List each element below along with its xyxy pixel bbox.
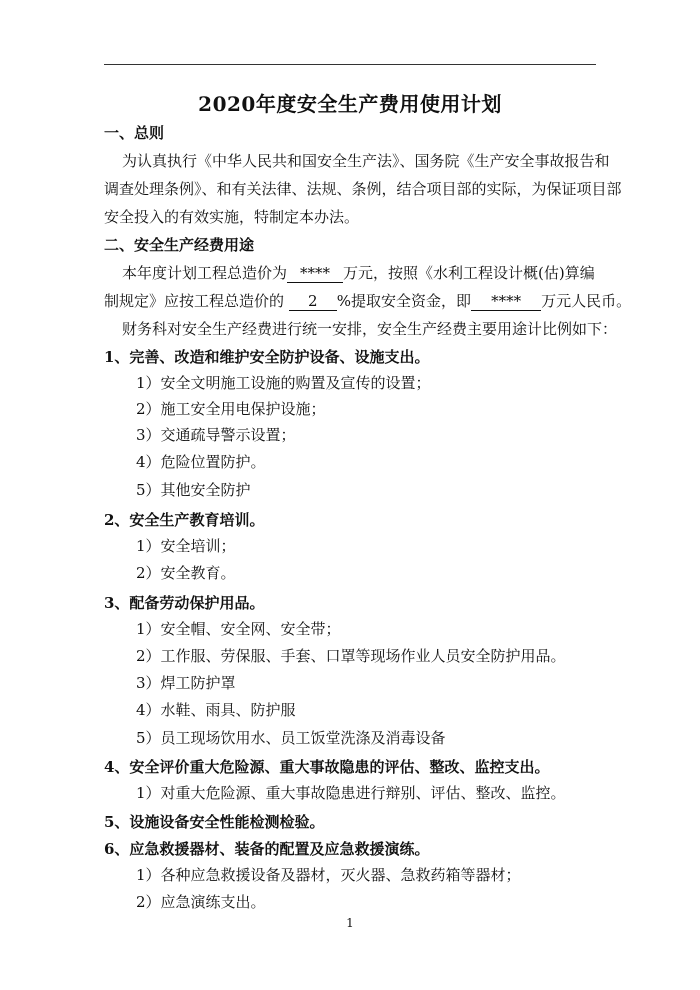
section-heading-general: 一、总则 (104, 124, 165, 142)
sub-item: 1）安全帽、安全网、安全带； (136, 620, 341, 638)
header-rule (104, 64, 596, 65)
paragraph-cost-line (122, 262, 622, 284)
sub-item: 2）施工安全用电保护设施； (136, 400, 326, 418)
paragraph-line: 安全投入的有效实施，特制定本办法。 (104, 208, 360, 226)
item-heading: 4、安全评价重大危险源、重大事故隐患的评估、整改、监控支出。 (104, 758, 550, 776)
text-segment: %提取安全资金，即 (336, 292, 472, 310)
paragraph-line: 调查处理条例》、和有关法律、法规、条例，结合项目部的实际，为保证项目部 (104, 180, 622, 198)
sub-item: 2）安全教育。 (136, 564, 236, 582)
percent-blank: 2 (289, 292, 337, 311)
sub-item: 5）其他安全防护 (136, 481, 251, 499)
document-title: 2020年度安全生产费用使用计划 (198, 92, 502, 116)
item-heading: 6、应急救援器材、装备的配置及应急救援演练。 (104, 840, 430, 858)
item-heading: 5、设施设备安全性能检测检验。 (104, 813, 325, 831)
sub-item: 4）水鞋、雨具、防护服 (136, 701, 296, 719)
sub-item: 3）焊工防护罩 (136, 674, 236, 692)
item-heading: 2、安全生产教育培训。 (104, 511, 265, 529)
paragraph-fund-line (104, 290, 632, 312)
sub-item: 1）各种应急救援设备及器材，灭火器、急救药箱等器材； (136, 866, 521, 884)
page-number: 1 (346, 916, 354, 930)
sub-item: 3）交通疏导警示设置； (136, 426, 296, 444)
item-heading: 3、配备劳动保护用品。 (104, 594, 265, 612)
section-heading-usage: 二、安全生产经费用途 (104, 236, 255, 254)
sub-item: 1）对重大危险源、重大事故隐患进行辩别、评估、整改、监控。 (136, 784, 566, 802)
item-heading: 1、完善、改造和维护安全防护设备、设施支出。 (104, 348, 430, 366)
sub-item: 1）安全培训； (136, 537, 236, 555)
sub-item: 1）安全文明施工设施的购置及宣传的设置； (136, 374, 431, 392)
sub-item: 5）员工现场饮用水、员工饭堂洗涤及消毒设备 (136, 729, 446, 747)
text-segment: 本年度计划工程总造价为 (122, 264, 288, 282)
sub-item: 2）应急演练支出。 (136, 893, 266, 911)
text-segment: 制规定》应按工程总造价的 (104, 292, 285, 310)
cost-blank: **** (287, 264, 343, 283)
text-segment: 万元人民币。 (541, 292, 632, 310)
sub-item: 2）工作服、劳保服、手套、口罩等现场作业人员安全防护用品。 (136, 647, 566, 665)
text-segment: 万元，按照《水利工程设计概(估)算编 (343, 264, 595, 282)
paragraph-line: 为认真执行《中华人民共和国安全生产法》、国务院《生产安全事故报告和 (122, 152, 610, 170)
fund-blank: **** (471, 292, 541, 311)
sub-item: 4）危险位置防护。 (136, 453, 266, 471)
paragraph-line: 财务科对安全生产经费进行统一安排，安全生产经费主要用途计比例如下： (122, 320, 618, 338)
